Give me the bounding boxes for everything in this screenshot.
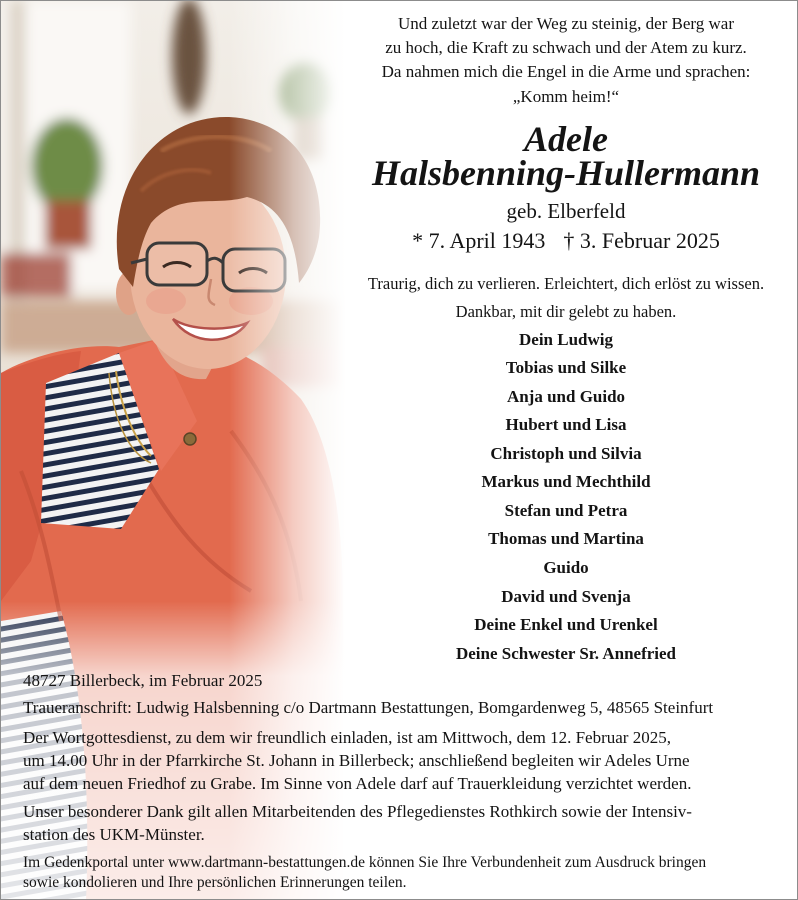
mourner-name: Tobias und Silke: [505, 358, 627, 377]
service-info-line: Der Wortgottesdienst, zu dem wir freundlich einladen, ist am Mittwoch, dem 12. Februar 2025,: [23, 728, 671, 747]
memorial-portal-line: Im Gedenkportal unter www.dartmann-bestattungen.de können Sie Ihre Verbundenheit zum Ausdruck bringen: [23, 854, 707, 871]
thanks-line: Unser besonderer Dank gilt allen Mitarbeitenden des Pflegedienstes Rothkirch sowie der Intensiv-: [23, 802, 692, 821]
quote-line: Dankbar, mit dir gelebt zu haben.: [455, 302, 677, 321]
mourner-name: Christoph und Silvia: [490, 444, 642, 463]
poem-line: „Komm heim!“: [512, 87, 620, 106]
mourner-name: David und Svenja: [501, 587, 631, 606]
poem-line: Und zuletzt war der Weg zu steinig, der Berg war: [398, 14, 734, 33]
mourner-name: Hubert und Lisa: [505, 415, 627, 434]
birth-date: * 7. April 1943: [412, 228, 546, 253]
life-dates: [336, 228, 796, 254]
memorial-portal-line: sowie kondolieren und Ihre persönlichen Erinnerungen teilen.: [23, 874, 407, 891]
quote-line: Traurig, dich zu verlieren. Erleichtert, dich erlöst zu wissen.: [367, 274, 765, 293]
thanks-line: station des UKM-Münster.: [23, 825, 205, 844]
statue: [172, 1, 206, 114]
place-date: 48727 Billerbeck, im Februar 2025: [23, 671, 263, 690]
death-date: † 3. Februar 2025: [563, 228, 720, 253]
mourner-name: Anja und Guido: [506, 387, 626, 406]
mourner-name: Stefan und Petra: [504, 501, 628, 520]
service-info-line: auf dem neuen Friedhof zu Grabe. Im Sinne von Adele darf auf Trauerkleidung verzichtet werden.: [23, 774, 692, 793]
mourner-name: Guido: [543, 558, 589, 577]
mourning-address: Traueranschrift: Ludwig Halsbenning c/o Dartmann Bestattungen, Bomgardenweg 5, 48565 Steinfurt: [23, 698, 714, 717]
plant-pot-left: [45, 201, 91, 249]
mourner-name: Thomas und Martina: [488, 529, 644, 548]
cheek: [146, 288, 186, 314]
birth-name: geb. Elberfeld: [506, 199, 626, 223]
plant-left: [31, 118, 103, 214]
poem-line: zu hoch, die Kraft zu schwach und der Atem zu kurz.: [385, 38, 747, 57]
red-altar-cloth: [1, 253, 71, 297]
mourner-name: Markus und Mechthild: [481, 472, 651, 491]
mourner-name: Dein Ludwig: [519, 330, 613, 349]
mourner-name: Deine Enkel und Urenkel: [474, 615, 658, 634]
brooch: [184, 433, 196, 445]
first-name: Adele: [524, 119, 608, 159]
service-info-line: um 14.00 Uhr in der Pfarrkirche St. Johann in Billerbeck; anschließend begleiten wir Adeles Urne: [23, 751, 690, 770]
last-name: Halsbenning-Hullermann: [371, 153, 761, 193]
poem-line: Da nahmen mich die Engel in die Arme und sprachen:: [381, 62, 751, 81]
mourner-name: Deine Schwester Sr. Annefried: [455, 644, 677, 663]
